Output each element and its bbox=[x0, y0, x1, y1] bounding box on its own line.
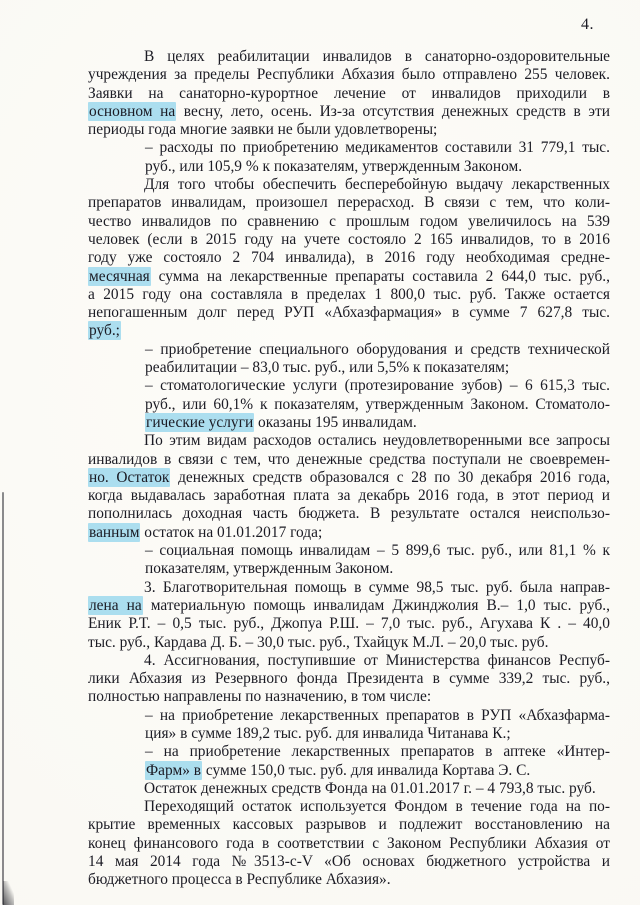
scan-edge-artifact bbox=[2, 492, 4, 905]
text-line bbox=[88, 322, 610, 340]
text-line: Для того чтобы обеспечить бесперебойную выдачу лекарственных bbox=[144, 176, 610, 194]
scan-highlight: руб.; bbox=[89, 322, 120, 340]
text-line: пополнилась доходная часть бюджета. В результате остался неиспользо- bbox=[88, 505, 610, 523]
text-line: году уже состояло 2 704 инвалида), в 2016 году необходимая средне- bbox=[88, 249, 610, 267]
bullet-paragraph bbox=[88, 341, 610, 378]
text-line: лики Абхазия из Резервного фонда Президента в сумме 339,2 тыс. руб., bbox=[88, 670, 610, 688]
paragraph bbox=[88, 176, 610, 341]
text-line: Еник Р.Т. – 0,5 тыс. руб., Джопуа Р.Ш. – 7,0 тыс. руб., Агухава К . – 40,0 bbox=[88, 615, 610, 633]
text-line: человек (если в 2015 году на учете состояло 2 165 инвалидов, то в 2016 bbox=[88, 230, 610, 248]
text-line: руб., или 105,9 % к показателям, утвержденным Законом. bbox=[145, 157, 523, 175]
text-line: периоды года многие заявки не были удовлетворены; bbox=[88, 121, 438, 139]
text-line: Переходящий остаток используется Фондом в течение года на по- bbox=[144, 798, 610, 816]
text-line: когда выдавалась заработная плата за декабрь 2016 года, в этот период и bbox=[88, 487, 610, 505]
scan-highlight: лена на bbox=[89, 596, 142, 614]
scan-highlight: гические услуги bbox=[146, 413, 254, 431]
text-line: показателям, утвержденным Законом. bbox=[145, 560, 394, 578]
text-line: В целях реабилитации инвалидов в санаторно-оздоровительные bbox=[144, 48, 610, 65]
paragraph bbox=[88, 652, 610, 707]
bullet-paragraph bbox=[88, 542, 610, 579]
text-line: реабилитации – 83,0 тыс. руб., или 5,5% к показателям; bbox=[145, 359, 510, 377]
text-line: инвалидов в связи с тем, что денежные средства поступали не своевремен- bbox=[88, 450, 610, 468]
text-line: крытие временных кассовых разрывов и подлежит восстановлению на bbox=[88, 816, 610, 834]
text-line: но. Остаток денежных средств образовался с 28 по 30 декабря 2016 года, bbox=[89, 468, 610, 486]
page-number: 4. bbox=[581, 16, 594, 33]
scan-highlight: Фарм» в bbox=[146, 761, 202, 779]
text-line: руб., или 60,1% к показателям, утвержденным Законом. Стоматоло- bbox=[145, 395, 610, 413]
text-line: непогашенным долг перед РУП «Абхазфармация» в сумме 7 627,8 тыс. bbox=[88, 304, 610, 322]
text-line: – расходы по приобретению медикаментов составили 31 779,1 тыс. bbox=[145, 139, 610, 157]
paragraph bbox=[88, 780, 610, 798]
paragraph bbox=[88, 48, 610, 139]
text-line: чество инвалидов по сравнению с прошлым годом увеличилось на 539 bbox=[88, 212, 610, 230]
text-line: – социальная помощь инвалидам – 5 899,6 тыс. руб., или 81,1 % к bbox=[145, 542, 610, 560]
scan-highlight: ванным bbox=[89, 523, 140, 541]
text-line: гические услуги оказаны 195 инвалидам. bbox=[146, 413, 417, 431]
text-line: лена на материальную помощь инвалидам Джинджолия В.– 1,0 тыс. руб., bbox=[89, 596, 610, 614]
scan-highlight: но. Остаток bbox=[89, 468, 170, 486]
text-line: тыс. руб., Кардава Д. Б. – 30,0 тыс. руб., Тхайцук М.Л. – 20,0 тыс. руб. bbox=[88, 633, 549, 651]
text-line: 14 мая 2014 года №3513-с-V «Об основах бюджетного устройства и bbox=[88, 853, 610, 871]
text-line: препаратов инвалидам, произошел перерасход. В связи с тем, что коли- bbox=[88, 194, 610, 212]
text-line: – стоматологические услуги (протезирование зубов) – 6 615,3 тыс. bbox=[145, 377, 610, 395]
text-line: Заявки на санаторно-курортное лечение от инвалидов приходили в bbox=[88, 84, 610, 102]
text-line: – на приобретение лекарственных препаратов в РУП «Абхазфарма- bbox=[145, 706, 610, 724]
paragraph bbox=[88, 579, 610, 652]
text-line: основном на весну, лето, осень. Из-за отсутствия денежных средств в эти bbox=[89, 102, 610, 120]
text-line: Остаток денежных средств Фонда на 01.01.2017 г. – 4 793,8 тыс. руб. bbox=[144, 779, 596, 797]
text-line: По этим видам расходов остались неудовлетворенными все запросы bbox=[144, 432, 610, 450]
scan-highlight: основном на bbox=[89, 102, 176, 120]
text-line: ция» в сумме 189,2 тыс. руб. для инвалида Читанава К.; bbox=[145, 724, 511, 742]
text-line: – на приобретение лекарственных препаратов в аптеке «Интер- bbox=[145, 743, 610, 761]
text-line: Фарм» в сумме 150,0 тыс. руб. для инвалида Кортава Э. С. bbox=[146, 761, 531, 779]
text-line: полностью направлены по назначению, в том числе: bbox=[88, 688, 432, 706]
text-line: месячная сумма на лекарственные препараты составила 2 644,0 тыс. руб., bbox=[89, 267, 610, 285]
bullet-paragraph bbox=[88, 743, 610, 780]
text-line: бюджетного процесса в Республике Абхазия». bbox=[88, 871, 391, 889]
text-line: 3. Благотворительная помощь в сумме 98,5 тыс. руб. была направ- bbox=[144, 578, 610, 596]
text-line: – приобретение специального оборудования и средств технической bbox=[145, 340, 610, 358]
text-line: ванным остаток на 01.01.2017 года; bbox=[89, 523, 323, 541]
scan-highlight: месячная bbox=[89, 267, 150, 285]
bullet-paragraph bbox=[88, 707, 610, 744]
paragraph bbox=[88, 432, 610, 542]
text-line: 4. Ассигнования, поступившие от Министерства финансов Респуб- bbox=[144, 651, 610, 669]
scan-corner-artifact bbox=[3, 881, 14, 905]
text-line: а 2015 году она составляла в пределах 1 800,0 тыс. руб. Также остается bbox=[88, 285, 610, 303]
bullet-paragraph bbox=[88, 139, 610, 176]
document-body bbox=[88, 48, 610, 890]
bullet-paragraph bbox=[88, 377, 610, 432]
text-line: конец финансового года в соответствии с Законом Республики Абхазия от bbox=[88, 834, 610, 852]
paragraph bbox=[88, 798, 610, 889]
text-line: учреждения за пределы Республики Абхазия было отправлено 255 человек. bbox=[88, 66, 610, 84]
